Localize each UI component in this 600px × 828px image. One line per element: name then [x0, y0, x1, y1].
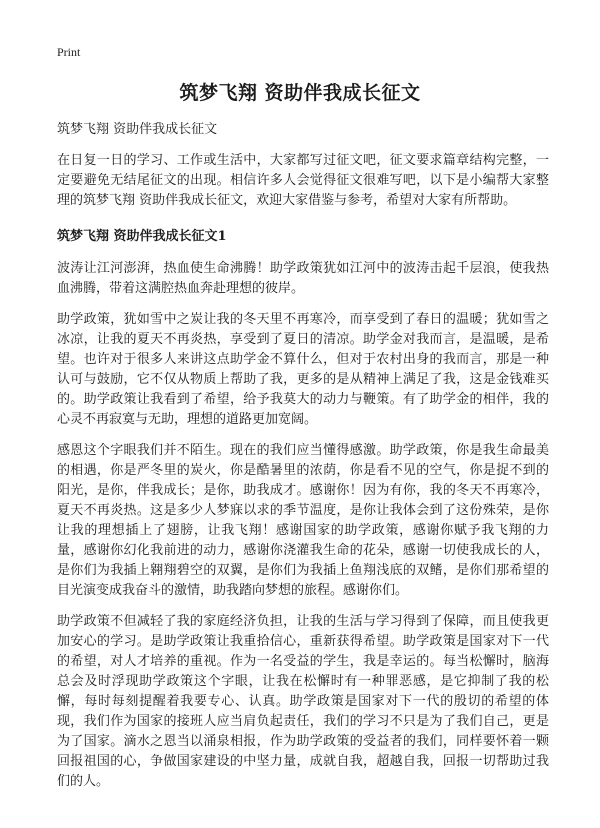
page-title: 筑梦飞翔 资助伴我成长征文 [179, 82, 421, 104]
paragraph: 感恩这个字眼我们并不陌生。现在的我们应当懂得感激。助学政策，你是我生命最美的相遇，你是严冬里的炭火，你是酷暑里的浓荫，你是看不见的空气，你是捉不到的阳光，是你，伴我成长；是你，助我成才。感谢你！因为有你，我的冬天不再寒冷，夏天不再炎热。这是多少人梦寐以求的季节温度，是你让我体会到了这份殊荣，是你让我的理想插上了翅膀，让我飞翔！感谢国家的助学政策，感谢你赋予我飞翔的力量，感谢你幻化我前进的动力，感谢你浇灌我生命的花朵，感谢一切使我成长的人，是你们为我插上翱翔碧空的双翼，是你们为我插上鱼翔浅底的双鳍，是你们那希望的目光演变成我奋斗的激情，助我踏向梦想的旅程。感谢你们。 [57, 443, 549, 598]
print-link[interactable]: Print [57, 45, 81, 59]
article-body [57, 120, 549, 803]
paragraph: 助学政策，犹如雪中之炭让我的冬天里不再寒冷，而享受到了春日的温暖；犹如雪之冰凉，让我的夏天不再炎热，享受到了夏日的清凉。助学金对我而言，是温暖，是希望。也许对于很多人来讲这点助学金不算什么，但对于农村出身的我而言，那是一种认可与鼓励，它不仅从物质上帮助了我，更多的是从精神上满足了我，这是金钱难买的。助学政策让我看到了希望，给予我莫大的动力与鞭策。有了助学金的相伴，我的心灵不再寂寞与无助，理想的道路更加宽阔。 [57, 312, 549, 427]
section-heading: 筑梦飞翔 资助伴我成长征文1 [57, 229, 227, 244]
paragraph: 波涛让江河澎湃，热血使生命沸腾！助学政策犹如江河中的波涛击起千层浪，使我热血沸腾，带着这满腔热血奔赴理想的彼岸。 [57, 261, 549, 296]
intro-paragraph: 在日复一日的学习、工作或生活中，大家都写过征文吧，征文要求篇章结构完整，一定要避免无结尾征文的出现。相信许多人会觉得征文很难写吧，以下是小编帮大家整理的筑梦飞翔 资助伴我成长征文，欢迎大家借鉴与参考，希望对大家有所帮助。 [57, 153, 549, 208]
article-subtitle: 筑梦飞翔 资助伴我成长征文 [57, 122, 218, 137]
paragraph: 助学政策不但减轻了我的家庭经济负担，让我的生活与学习得到了保障，而且使我更加安心的学习。是助学政策让我重拾信心，重新获得希望。助学政策是国家对下一代的希望，对人才培养的重视。作为一名受益的学生，我是幸运的。每当松懈时，脑海总会及时浮现助学政策这个字眼，让我在松懈时有一种罪恶感，是它抑制了我的松懈，每时每刻提醒着我要专心、认真。助学政策是国家对下一代的殷切的希望的体现，我们作为国家的接班人应当肩负起责任，我们的学习不只是为了我们自己，更是为了国家。滴水之恩当以涌泉相报，作为助学政策的受益者的我们，同样要怀着一颗回报祖国的心，争做国家建设的中坚力量，成就自我，超越自我，回报一切帮助过我们的人。 [57, 614, 549, 789]
